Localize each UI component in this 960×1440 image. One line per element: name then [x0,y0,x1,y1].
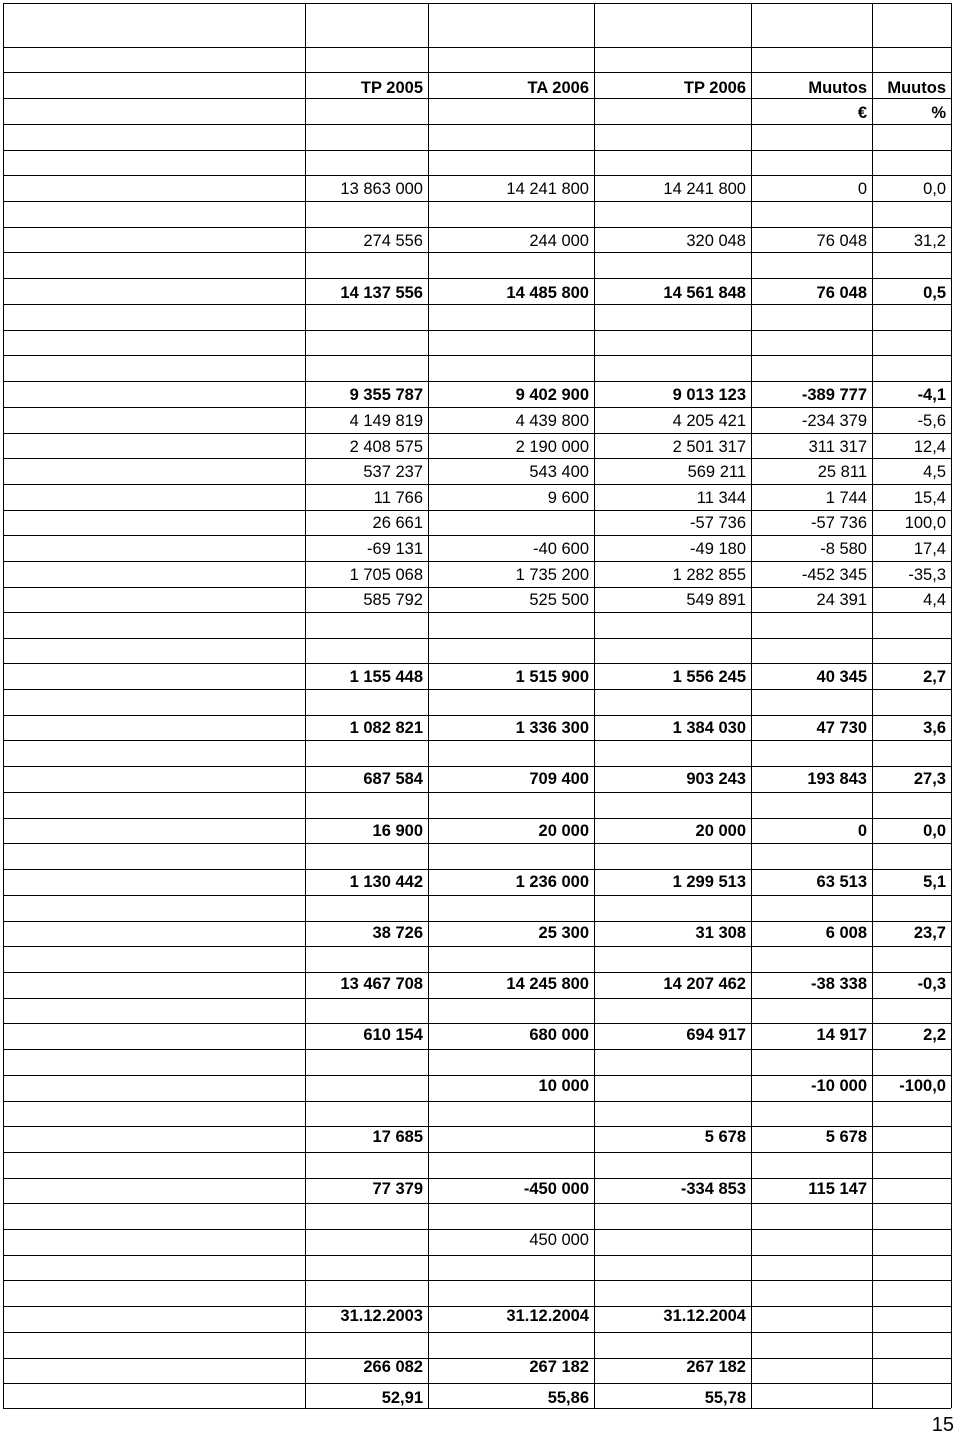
grid-row-line [3,252,951,253]
page-number: 15 [931,1414,954,1436]
row-value: 2 190 000 [515,438,589,456]
grid-row-line [3,1049,951,1050]
row-value: 0,0 [923,180,946,198]
row-value: -57 736 [690,514,746,532]
row-label [11,1387,303,1409]
row-label [11,717,303,739]
row-value: 569 211 [687,463,746,481]
grid-row-line [3,612,951,613]
grid-row-line [3,3,951,4]
row-value: 267 182 [686,1358,746,1376]
row-label [11,871,303,893]
row-value: 14 241 800 [506,180,589,198]
row-label [11,1024,303,1046]
row-value: 5 678 [825,1128,867,1146]
grid-row-line [3,895,951,896]
row-value: 15,4 [913,489,946,507]
row-value: -334 853 [680,1180,746,1198]
row-value: 1 735 200 [515,566,589,584]
grid-column-line [428,3,429,1408]
row-label [11,332,303,354]
row-label [11,410,303,432]
row-label [11,1356,303,1378]
comparison-ta2006 [434,27,534,49]
grid-row-line [3,407,951,408]
grid-row-line [3,304,951,305]
row-value: 26 661 [372,514,423,532]
row-value: 1 556 245 [672,668,746,686]
row-value: 9 402 900 [515,386,589,404]
row-value: 694 917 [686,1026,746,1044]
grid-row-line [3,740,951,741]
row-value: -4,1 [917,386,946,404]
row-value: 20 000 [695,822,746,840]
section-income [11,128,301,150]
grid-row-line [3,458,951,459]
row-value: 320 048 [686,232,746,250]
grid-column-line [594,3,595,1408]
row-value: 1 515 900 [515,668,589,686]
column-header: TP 2006 [683,79,746,97]
row-value: 1 130 442 [349,873,423,891]
row-value: 10 000 [538,1077,589,1095]
grid-row-line [3,1383,951,1384]
row-value: 31.12.2004 [506,1307,589,1325]
row-value: 100,0 [904,514,946,532]
row-value: 9 600 [547,489,589,507]
grid-row-line [3,587,951,588]
row-value: 76 048 [816,284,867,302]
comparison-tp2006 [604,27,704,49]
grid-column-line [751,3,752,1408]
row-value: 1 705 068 [349,566,423,584]
row-value: 5,1 [923,873,946,891]
grid-row-line [3,535,951,536]
grid-row-line [3,561,951,562]
row-value: 52,91 [381,1389,423,1407]
grid-column-line [872,3,873,1408]
row-value: 1 082 821 [349,719,423,737]
row-value: 1 155 448 [349,668,423,686]
grid-row-line [3,150,951,151]
unit-name [11,53,301,75]
row-value: 11 344 [696,489,746,507]
row-value: 903 243 [686,770,746,788]
row-value: 76 048 [816,232,867,250]
grid-row-line [3,201,951,202]
row-value: 55,78 [704,1389,746,1407]
row-value: 1 282 855 [672,566,746,584]
row-value: 13 863 000 [340,180,423,198]
row-value: 687 584 [363,770,423,788]
row-label [11,461,303,483]
grid-row-line [3,998,951,999]
row-value: 2 501 317 [672,438,746,456]
row-value: -452 345 [801,566,867,584]
row-value: 38 726 [372,924,423,942]
row-value: -35,3 [908,566,946,584]
row-value: 311 317 [808,438,867,456]
row-value: 4 439 800 [515,412,589,430]
row-value: -450 000 [523,1180,589,1198]
row-label [11,230,303,252]
grid-row-line [3,1280,951,1281]
row-label [11,666,303,688]
row-value: 1 336 300 [515,719,589,737]
row-value: 63 513 [816,873,867,891]
row-value: 4,5 [923,463,946,481]
grid-row-line [3,175,951,176]
column-header: TP 2005 [360,79,423,97]
row-label [11,384,303,406]
row-label [11,1178,303,1200]
row-value: 680 000 [529,1026,589,1044]
row-value: 9 013 123 [672,386,746,404]
grid-column-line [951,3,952,1408]
row-value: 1 744 [825,489,867,507]
row-value: 450 000 [529,1231,589,1249]
row-value: 2,2 [923,1026,946,1044]
row-value: 4 149 819 [349,412,423,430]
row-value: 0 [857,180,867,198]
grid-row-line [3,1101,951,1102]
grid-row-line [3,484,951,485]
row-value: 5 678 [704,1128,746,1146]
row-label [11,1126,303,1148]
row-label [11,1255,303,1277]
grid-row-line [3,124,951,125]
grid-row-line [3,663,951,664]
unit-label: € [857,104,867,122]
grid-row-line [3,689,951,690]
row-value: 525 500 [529,591,589,609]
column-header: Muutos [887,79,946,97]
row-value: 77 379 [372,1180,423,1198]
row-value: 1 384 030 [672,719,746,737]
row-value: 14 137 556 [340,284,423,302]
row-value: 47 730 [816,719,867,737]
grid-row-line [3,330,951,331]
row-label [11,820,303,842]
row-value: 20 000 [538,822,589,840]
row-value: 24 391 [816,591,867,609]
grid-row-line [3,818,951,819]
grid-row-line [3,1203,951,1204]
organization-name [11,27,301,49]
row-value: -40 600 [533,540,589,558]
column-header: TA 2006 [527,79,589,97]
row-value: 543 400 [529,463,589,481]
row-value: 14 561 848 [663,284,746,302]
row-value: 14 207 462 [663,975,746,993]
row-value: 6 008 [825,924,867,942]
row-value: 0,0 [923,822,946,840]
row-value: 12,4 [913,438,946,456]
comparison-title [486,5,606,27]
row-value: 40 345 [816,668,867,686]
row-label [11,768,303,790]
grid-row-line [3,381,951,382]
row-value: 17,4 [913,540,946,558]
row-value: 3,6 [923,719,946,737]
row-value: 1 236 000 [515,873,589,891]
row-value: 267 182 [529,1358,589,1376]
row-value: 17 685 [372,1128,423,1146]
row-label [11,512,303,534]
row-value: 25 300 [538,924,589,942]
grid-row-line [3,638,951,639]
row-value: 16 900 [372,822,423,840]
row-label [11,564,303,586]
grid-row-line [3,715,951,716]
row-value: -0,3 [917,975,946,993]
grid-row-line [3,355,951,356]
row-value: 4,4 [923,591,946,609]
grid-column-line [305,3,306,1408]
grid-row-line [3,843,951,844]
row-value: 4 205 421 [672,412,746,430]
grid-row-line [3,869,951,870]
row-value: 14 245 800 [506,975,589,993]
grid-row-line [3,946,951,947]
row-value: 549 891 [686,591,746,609]
row-label [11,282,303,304]
row-label [11,1075,303,1097]
row-value: 115 147 [808,1180,867,1198]
row-value: -38 338 [811,975,867,993]
row-value: 25 811 [817,463,867,481]
row-label [11,436,303,458]
row-value: 193 843 [807,770,867,788]
row-value: -8 580 [820,540,867,558]
row-value: 1 299 513 [672,873,746,891]
row-value: 266 082 [363,1358,423,1376]
row-value: 274 556 [363,232,423,250]
grid-row-line [3,278,951,279]
row-value: 31 308 [695,924,746,942]
row-value: 31.12.2003 [340,1307,423,1325]
row-value: -10 000 [811,1077,867,1095]
grid-row-line [3,227,951,228]
row-value: -49 180 [690,540,746,558]
row-value: -5,6 [917,412,946,430]
row-label [11,1229,303,1251]
row-value: 31,2 [913,232,946,250]
grid-column-line [3,3,4,1408]
row-label [11,538,303,560]
row-value: 2,7 [923,668,946,686]
row-value: 55,86 [547,1389,589,1407]
row-value: 11 766 [373,489,423,507]
row-value: 14 917 [816,1026,867,1044]
row-value: -100,0 [899,1077,946,1095]
row-value: 0 [857,822,867,840]
row-value: 537 237 [363,463,423,481]
row-value: 27,3 [913,770,946,788]
row-value: -234 379 [801,412,867,430]
grid-row-line [3,1332,951,1333]
row-value: 13 467 708 [340,975,423,993]
row-value: 14 485 800 [506,284,589,302]
row-value: 9 355 787 [349,386,423,404]
grid-row-line [3,766,951,767]
row-label [11,178,303,200]
row-value: -69 131 [367,540,423,558]
row-value: 14 241 800 [663,180,746,198]
row-value: -389 777 [801,386,867,404]
row-value: 0,5 [923,284,946,302]
row-label [11,922,303,944]
row-value: 2 408 575 [349,438,423,456]
row-value: -57 736 [811,514,867,532]
grid-row-line [3,433,951,434]
row-value: 585 792 [363,591,423,609]
column-header: Muutos [808,79,867,97]
row-value: 610 154 [363,1026,423,1044]
row-value: 244 000 [529,232,589,250]
row-label [11,973,303,995]
grid-row-line [3,1152,951,1153]
row-label [11,487,303,509]
row-value: 23,7 [913,924,946,942]
unit-label: % [931,104,946,122]
grid-row-line [3,792,951,793]
grid-row-line [3,510,951,511]
row-label [11,589,303,611]
budget-table [3,3,951,1408]
row-value: 709 400 [529,770,589,788]
row-value: 31.12.2004 [663,1307,746,1325]
